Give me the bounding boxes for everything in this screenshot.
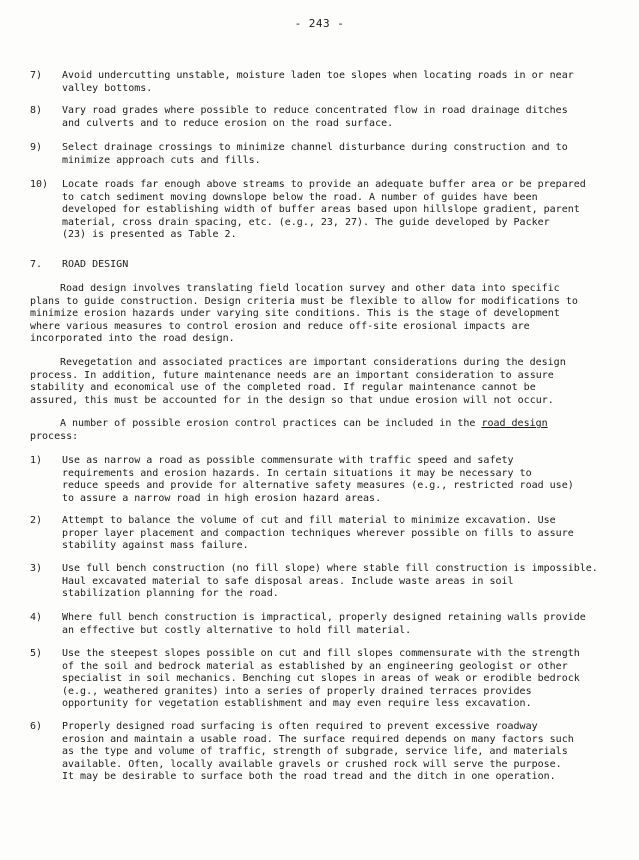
item-text-line: reduce speeds and provide for alternative safety measures (e.g., restricted road use) [62,480,574,491]
paragraph-line: Revegetation and associated practices are important considerations during the design [60,357,566,368]
item-text-line: requirements and erosion hazards. In certain situations it may be necessary to [62,467,532,479]
item-number: 7) [30,70,43,81]
item-text-line: erosion and maintain a usable road. The surface required depends on many factors such [62,733,574,745]
item-text-line: developed for establishing width of buffer areas based upon hillslope gradient, parent [62,204,580,215]
paragraph-line: minimize erosion hazards under varying site conditions. This is the stage of development [30,308,560,319]
item-text-line: Attempt to balance the volume of cut and fill material to minimize excavation. Use [62,515,556,526]
item-text-line: Properly designed road surfacing is often required to prevent excessive roadway [62,721,538,732]
item-number: 2) [30,515,43,526]
item-text-line: stabilization planning for the road. [62,588,279,599]
item-text-line: specialist in soil mechanics. Benching cut slopes in areas of weak or erodible bedrock [62,673,580,684]
item-text-line: material, cross drain spacing, etc. (e.g., 23, 27). The guide developed by Packer [62,216,550,228]
item-text-line: Select drainage crossings to minimize channel disturbance during construction and to [62,142,568,153]
item-text-line: (23) is presented as Table 2. [62,229,237,240]
item-number: 10) [30,179,49,190]
item-number: 8) [30,105,43,116]
item-text-line: Haul excavated material to safe disposal areas. Include waste areas in soil [62,575,514,587]
item-text-line: and culverts and to reduce erosion on the road surface. [62,117,394,129]
paragraph [30,357,620,407]
item-number: 4) [30,612,43,623]
item-text-line: of the soil and bedrock material as established by an engineering geologist or other [62,660,568,672]
item-text-line: to assure a narrow road in high erosion hazard areas. [62,492,382,504]
item-text-line: to catch sediment moving downslope below the road. A number of guides have been [62,191,538,203]
item-text-line: Vary road grades where possible to reduce concentrated flow in road drainage ditches [62,105,568,116]
item-text-line: It may be desirable to surface both the road tread and the ditch in one operation. [62,771,556,782]
paragraph-line: where various measures to control erosion and reduce off-site erosional impacts are [30,320,530,332]
item-text-line: (e.g., weathered granites) into a series of properly drained terraces provides [62,685,532,697]
item-text-line: proper layer placement and compaction techniques wherever possible on fills to assure [62,527,574,539]
paragraph [30,283,620,346]
item-text-line: an effective but costly alternative to hold fill material. [62,624,412,636]
item-text-line: Use the steepest slopes possible on cut and fill slopes commensurate with the strength [62,648,580,659]
paragraph-line: Road design involves translating field location survey and other data into specific [60,283,560,294]
item-text-line: available. Often, locally available gravels or crushed rock will serve the purpose. [62,758,562,770]
item-text-line: Use full bench construction (no fill slope) where stable fill construction is impossible. [62,563,598,574]
paragraph-line: incorporated into the road design. [30,333,235,344]
item-text-line: stability against mass failure. [62,540,249,551]
paragraph [30,418,620,443]
item-text-line: as the type and volume of traffic, strength of subgrade, service life, and materials [62,746,568,757]
page-number: - 243 - [294,17,345,30]
paragraph-line: process: [30,430,79,442]
item-text-line: opportunity for vegetation establishment and may even require less excavation. [62,698,532,709]
item-text-line: Locate roads far enough above streams to provide an adequate buffer area or be prepared [62,179,586,190]
paragraph-line: stability and economical use of the completed road. If regular maintenance cannot be [30,382,536,393]
item-text-line: Use as narrow a road as possible commensurate with traffic speed and safety [62,455,514,466]
item-number: 5) [30,648,43,659]
paragraph-line [60,418,620,431]
item-number: 3) [30,563,43,574]
item-number: 9) [30,142,43,153]
item-text-line: Avoid undercutting unstable, moisture laden toe slopes when locating roads in or near [62,70,574,81]
item-number: 6) [30,721,43,732]
item-number: 1) [30,455,43,466]
item-text-line: Where full bench construction is impractical, properly designed retaining walls provide [62,612,586,623]
item-text-line: valley bottoms. [62,82,153,94]
paragraph-line: process. In addition, future maintenance needs are an important consideration to assure [30,369,554,381]
section-number: 7. [30,259,43,270]
paragraph-line: assured, this must be accounted for in the design so that undue erosion will not occur. [30,394,554,406]
paragraph-text: A number of possible erosion control practices can be included in the [60,418,482,429]
section-title: ROAD DESIGN [62,259,129,270]
paragraph-line: plans to guide construction. Design criteria must be flexible to allow for modifications to [30,295,578,307]
underlined-term: road design [481,418,548,429]
item-text-line: minimize approach cuts and fills. [62,154,261,166]
